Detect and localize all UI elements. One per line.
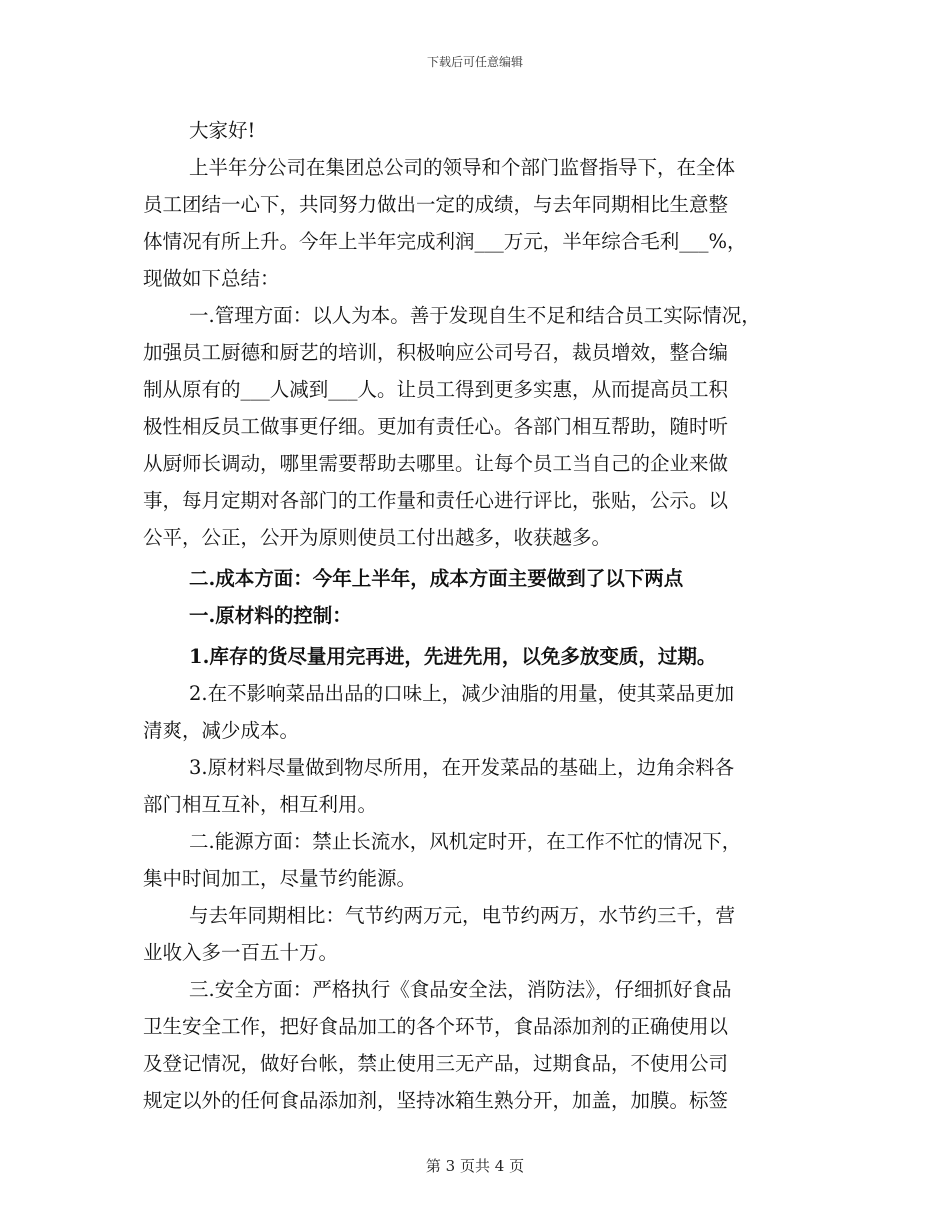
list-item-2: 2.在不影响菜品出品的口味上，减少油脂的用量，使其菜品更加 [189,682,735,705]
page-footer: 第 3 页共 4 页 [425,1157,525,1175]
paragraph-line: 卫生安全工作，把好食品加工的各个环节，食品添加剂的正确使用以 [143,1015,729,1038]
list-item-3: 3.原材料尽量做到物尽所用，在开发菜品的基础上，边角余料各 [189,756,735,779]
paragraph-line: 清爽，减少成本。 [143,719,300,742]
section-management-line: 一.管理方面：以人为本。善于发现自生不足和结合员工实际情况， [189,304,761,327]
section-cost-heading: 二.成本方面：今年上半年，成本方面主要做到了以下两点 [189,567,684,590]
paragraph-line: 公平，公正，公开为原则使员工付出越多，收获越多。 [143,526,612,549]
subsection-materials-heading: 一.原材料的控制： [189,604,352,627]
paragraph-line: 上半年分公司在集团总公司的领导和个部门监督指导下，在全体 [189,156,736,179]
paragraph-line: 员工团结一心下，共同努力做出一定的成绩，与去年同期相比生意整 [143,193,729,216]
paragraph-line: 事，每月定期对各部门的工作量和责任心进行评比，张贴，公示。以 [143,489,729,512]
document-body [143,112,823,1119]
paragraph-line: 及登记情况，做好台帐，禁止使用三无产品，过期食品，不使用公司 [143,1052,729,1075]
paragraph-line: 极性相反员工做事更仔细。更加有责任心。各部门相互帮助，随时听 [143,415,729,438]
list-item-1: 1.库存的货尽量用完再进，先进先用，以免多放变质，过期。 [189,645,717,668]
paragraph-line: 加强员工厨德和厨艺的培训，积极响应公司号召，裁员增效，整合编 [143,341,729,364]
comparison-line: 与去年同期相比：气节约两万元，电节约两万，水节约三千，营 [189,904,736,927]
section-energy-line: 二.能源方面：禁止长流水，风机定时开，在工作不忙的情况下， [189,830,742,853]
greeting: 大家好! [189,119,256,142]
paragraph-line: 制从原有的___人减到___人。让员工得到更多实惠，从而提高员工积 [143,378,729,401]
paragraph-line: 现做如下总结： [143,267,280,290]
paragraph-line: 部门相互互补，相互利用。 [143,793,378,816]
paragraph-line: 集中时间加工，尽量节约能源。 [143,867,417,890]
paragraph-line: 业收入多一百五十万。 [143,941,339,964]
paragraph-line: 体情况有所上升。今年上半年完成利润___万元，半年综合毛利___%， [143,230,747,253]
section-safety-line: 三.安全方面：严格执行《食品安全法，消防法》，仔细抓好食品 [189,978,732,1001]
paragraph-line: 规定以外的任何食品添加剂，坚持冰箱生熟分开，加盖，加膜。标签 [143,1089,729,1112]
paragraph-line: 从厨师长调动，哪里需要帮助去哪里。让每个员工当自己的企业来做 [143,452,729,475]
page-header: 下载后可任意编辑 [426,55,523,69]
